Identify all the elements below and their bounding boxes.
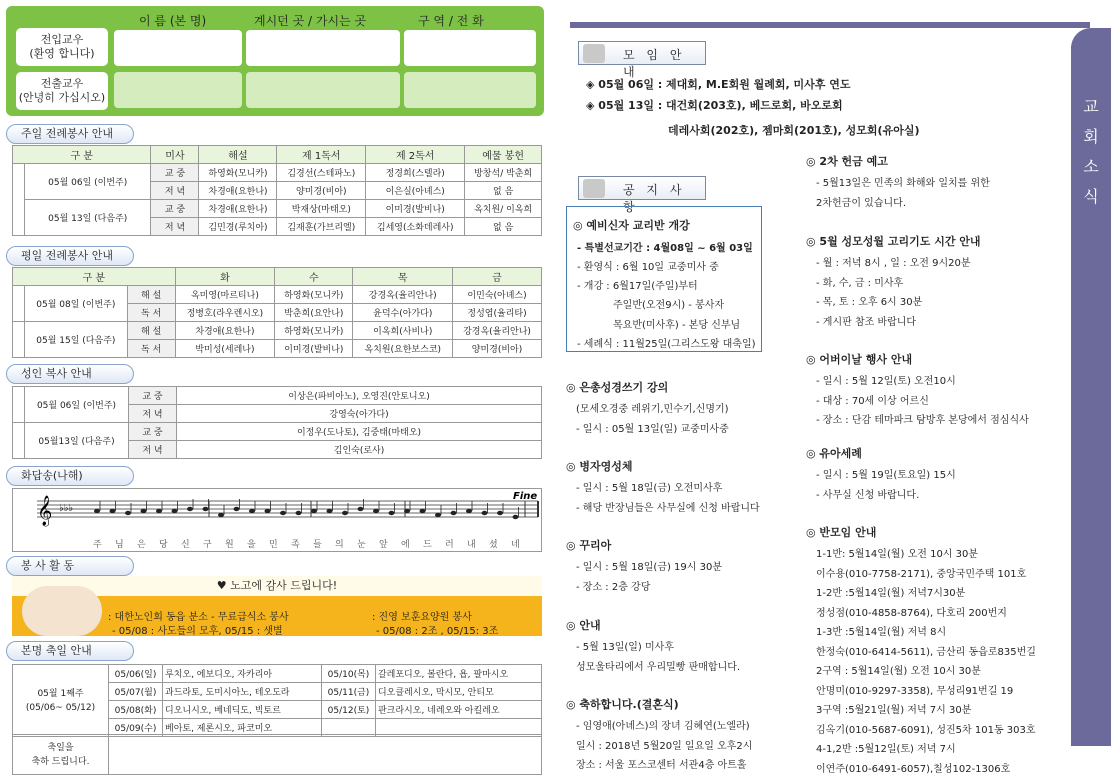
psalm-box: [12, 488, 542, 552]
notice-heading: ◎ 반모임 안내: [806, 526, 877, 539]
notice-line: 1-3반 :5월14일(월) 저녁 8시: [816, 627, 947, 638]
lyric-syllable: 민: [269, 540, 278, 550]
notice-line: - 사무실 신청 바랍니다.: [816, 489, 920, 501]
note: [203, 507, 209, 511]
feast-table: 05월 1째주 (05/06~ 05/12) 05/06(일) 루치오, 에보디오, 자카리아 05/10(목) 갈레포디오, 볼란다, 욥, 팔마시오 05/07(월) 과드라토, 도미시아노, 테오도라 05/11(금) 디오클레시오, 막시모, 안티모 05/08(화) 디오니시오, 베네딕도, 빅토르 05/12(토) 판크라시오, 네레오와 아킬레오 05/09(수) 베아토, 제론시오, 파코미오: [12, 664, 542, 737]
notice-heading: ◎ 유아세례: [806, 447, 862, 460]
right-top-bar: [570, 22, 1090, 28]
note: [389, 511, 395, 515]
section-service: 봉 사 활 동: [6, 556, 134, 576]
note: [466, 509, 472, 513]
volunteer-image: [22, 586, 102, 636]
lyric-syllable: 셨: [489, 540, 498, 550]
service-box: : 대한노인회 동읍 분소 - 무료급식소 봉사 - 05/08 : 사도들의 모후, 05/15 : 샛별 : 진영 보훈요양원 봉사 - 05/08 : 2조 , 05/15: 3조: [12, 596, 542, 636]
section-weekday: 평일 전례봉사 안내: [6, 246, 134, 266]
lyric-syllable: 눈: [357, 540, 366, 550]
notice-line: - 일시 : 05월 13일(일) 교중미사중: [576, 423, 729, 435]
note: [265, 509, 271, 513]
lyric-syllable: 네: [511, 540, 520, 550]
col-header-place: 계시던 곳 / 가시는 곳: [254, 14, 367, 28]
notice-line: 정성점(010-4858-8764), 다호리 200번지: [816, 607, 1007, 619]
lyric-syllable: 들: [313, 540, 322, 550]
transfer-box: [6, 6, 544, 116]
notice-line: - 일시 : 5월 12일(토) 오전10시: [816, 376, 956, 387]
heart-icon: ♥: [216, 579, 231, 592]
out-place-cell: [246, 72, 400, 108]
treble-clef: 𝄞: [37, 496, 53, 526]
music-staff: [13, 489, 541, 529]
notice-line: - 장소 : 2층 강당: [576, 581, 651, 593]
note: [482, 511, 488, 515]
note: [342, 511, 348, 515]
note: [327, 509, 333, 513]
lyric-syllable: 러: [445, 540, 454, 550]
weekday-table: 구 분 화 수 목 금 05월 08일 (이번주) 해 설 옥미영(마르티나) 하영화(모니카) 강경옥(율리안나) 이민숙(아녜스) 독 서 정병호(라우렌시오) 박춘희(요안나) 윤덕수(아가다) 정성엽(율리타) 05월 15일 (다음주) 해 설 차경애(요한나) 하영화(모니카) 이옥희(사비나) 강경옥(율리안나) 독 서 박미성(세레나) 이미경(발비나) 옥치원(요한보스코) 양미경(비아): [12, 267, 542, 358]
notice-line: 4-1,2반 :5월12일(토) 저녁 7시: [816, 744, 956, 755]
col-header-name: 이 름 (본 명): [139, 14, 207, 28]
notice-heading: ◎ 2차 헌금 예고: [806, 155, 888, 168]
notice-line: 김옥기(010-5687-6091), 성진5차 101동 303호: [816, 724, 1036, 736]
notice-line: 2차헌금이 있습니다.: [816, 197, 906, 209]
lyric-syllable: 원: [225, 540, 234, 550]
note: [141, 509, 147, 513]
note: [497, 511, 503, 515]
section-feast: 본명 축일 안내: [6, 641, 134, 661]
note: [311, 509, 317, 513]
in-place-cell: [246, 30, 400, 66]
note: [420, 509, 426, 513]
section-sunday: 주일 전례봉사 안내: [6, 124, 134, 144]
service-banner: ♥ 노고에 감사 드립니다!: [12, 576, 542, 596]
notice-line: - 목, 토 : 오후 6시 30분: [816, 297, 923, 308]
side-title: 교 회 소 식: [1083, 97, 1099, 206]
transfer-in-label: 전입교우 (환영 합니다): [16, 28, 108, 66]
notice-line: - 일시 : 5월 18일(금) 19시 30분: [576, 562, 723, 573]
notice-line: - 장소 : 단감 테마파크 탐방후 본당에서 점심식사: [816, 415, 1029, 426]
notice-line: 1-1반: 5월14일(월) 오전 10시 30분: [816, 549, 979, 560]
notice-line: - 일시 : 5월 19일(토요일) 15시: [816, 470, 956, 481]
notice-line: - 대상 : 70세 이상 어르신: [816, 395, 929, 407]
lyric-syllable: 의: [335, 540, 344, 550]
notice-line: 이연주(010-6491-6057),칠성102-1306호: [816, 763, 1011, 775]
notice-line: 성모울타리에서 우리밀빵 판매합니다.: [576, 661, 741, 673]
notice-title: 공 지 사 항: [578, 176, 706, 200]
notice-heading: ◎ 어버이날 행사 안내: [806, 353, 913, 366]
note: [249, 509, 255, 513]
lyric-syllable: 신: [181, 540, 190, 550]
notice-heading: ◎ 꾸리아: [566, 539, 612, 552]
note: [94, 509, 100, 513]
note: [296, 511, 302, 515]
note: [110, 509, 116, 513]
section-psalm: 화답송(나해): [6, 466, 134, 486]
notice-line: 1-2반 :5월14일(월) 저녁7시30분: [816, 588, 966, 599]
lyric-syllable: 주: [93, 540, 102, 550]
fine-mark: Fine: [513, 491, 538, 502]
out-name-cell: [114, 72, 242, 108]
adult-table: 05월 06일 (이번주) 교 중 이상은(파비아노), 오영진(안토니오) 저 녁 강영숙(아가다) 05월13일 (다음주) 교 중 이정우(도나토), 김중태(마태오) 저 녁 김인숙(로사): [12, 386, 542, 459]
note: [156, 509, 162, 513]
notice-heading: ◎ 안내: [566, 619, 601, 632]
note: [280, 511, 286, 515]
notice-line: - 5월13일은 민족의 화해와 일치를 위한: [816, 178, 990, 189]
sunday-table: 구 분 미사 해설 제 1독서 제 2독서 예물 봉헌 05월 06일 (이번주) 교 중 하영화(모니카) 김경선(스테파노) 정경희(스텔라) 방창석/ 박춘희 저 녁 차경애(요한나) 양미경(비아) 이은실(아녜스) 없 음 05월 13일 (다음주) 교 중 차경애(요한나) 박재상(마태오) 이미경(발비나) 옥치원/ 이옥희 저 녁 김민경(루치아) 김재훈(가브리엘) 김세영(소화데레사) 없 음: [12, 145, 542, 236]
note: [513, 515, 519, 519]
lyric-syllable: 은: [137, 540, 146, 550]
notice-line: 안명미(010-9297-3358), 무성리91번길 19: [816, 685, 1014, 697]
meeting-title: 모 임 안 내: [578, 41, 706, 65]
notice-line: - 화, 수, 금 : 미사후: [816, 277, 904, 289]
notice-line: - 월 : 저녁 8시 , 일 : 오전 9시20분: [816, 258, 971, 269]
notice-line: 이수용(010-7758-2171), 중앙국민주택 101호: [816, 568, 1027, 580]
lyric-syllable: 드: [423, 540, 432, 550]
notice-line: - 게시판 참조 바랍니다: [816, 316, 917, 328]
note: [172, 509, 178, 513]
in-zone-cell: [404, 30, 536, 66]
note: [234, 507, 240, 511]
out-zone-cell: [404, 72, 536, 108]
note: [435, 513, 441, 517]
lyric-syllable: 님: [115, 540, 124, 550]
notice-line: 2구역 : 5월14일(월) 오전 10시 30분: [816, 666, 981, 677]
notice-heading: ◎ 병자영성체: [566, 460, 633, 473]
notice-line: - 일시 : 5월 18일(금) 오전미사후: [576, 483, 723, 494]
psalm-lyrics: [13, 537, 541, 549]
note: [125, 511, 131, 515]
notice-heading: ◎ 축하합니다.(결혼식): [566, 698, 679, 711]
in-name-cell: [114, 30, 242, 66]
notice-line: - 5월 13일(일) 미사후: [576, 642, 674, 653]
bless-table: 축일을 축하 드립니다.: [12, 734, 542, 775]
col-header-zone: 구 역 / 전 화: [418, 14, 484, 28]
section-adult: 성인 복사 안내: [6, 364, 134, 384]
notice-line: (모세오경중 레위기,민수기,신명기): [576, 404, 729, 415]
notice-line: 3구역 :5월21일(월) 저녁 7시 30분: [816, 705, 972, 716]
catechumen-box: ◎ 예비신자 교리반 개강 - 특별선교기간 : 4월08일 ~ 6월 03일 - 환영식 : 6월 10일 교중미사 중 - 개강 : 6월17일(주일)부터 주일반(오전9시) - 봉사자 목요반(미사후) - 본당 신부님 - 세례식 : 11월25일(그리스도왕 대축일): [566, 206, 762, 352]
notice-heading: ◎ 5월 성모성월 고리기도 시간 안내: [806, 235, 981, 248]
note: [187, 507, 193, 511]
notice-line: - 해당 반장님들은 사무실에 신청 바랍니다: [576, 502, 760, 514]
svg-text:♭♭♭: ♭♭♭: [59, 503, 74, 514]
transfer-out-label: 전출교우 (안녕히 가십시오): [16, 72, 108, 110]
lyric-syllable: 에: [401, 540, 410, 550]
notice-line: 한정숙(010-6414-5611), 금산리 동읍로835번길: [816, 646, 1036, 658]
lyric-syllable: 구: [203, 540, 212, 550]
avatar-icon: [583, 44, 605, 63]
notice-line: 일시 : 2018년 5월20일 일요일 오후2시: [576, 740, 753, 752]
note: [358, 507, 364, 511]
avatar-icon: [583, 179, 605, 198]
notice-line: 장소 : 서울 포스코센터 서관4층 아트홀: [576, 760, 747, 771]
notice-heading: ◎ 은총성경쓰기 강의: [566, 381, 669, 394]
notice-line: - 임영애(아녜스)의 장녀 김혜연(노엘라): [576, 721, 750, 732]
note: [218, 513, 224, 517]
lyric-syllable: 앞: [379, 540, 388, 550]
lyric-syllable: 당: [159, 540, 168, 550]
note: [373, 509, 379, 513]
note: [451, 511, 457, 515]
lyric-syllable: 족: [291, 540, 300, 550]
lyric-syllable: 내: [467, 540, 476, 550]
lyric-syllable: 을: [247, 540, 256, 550]
